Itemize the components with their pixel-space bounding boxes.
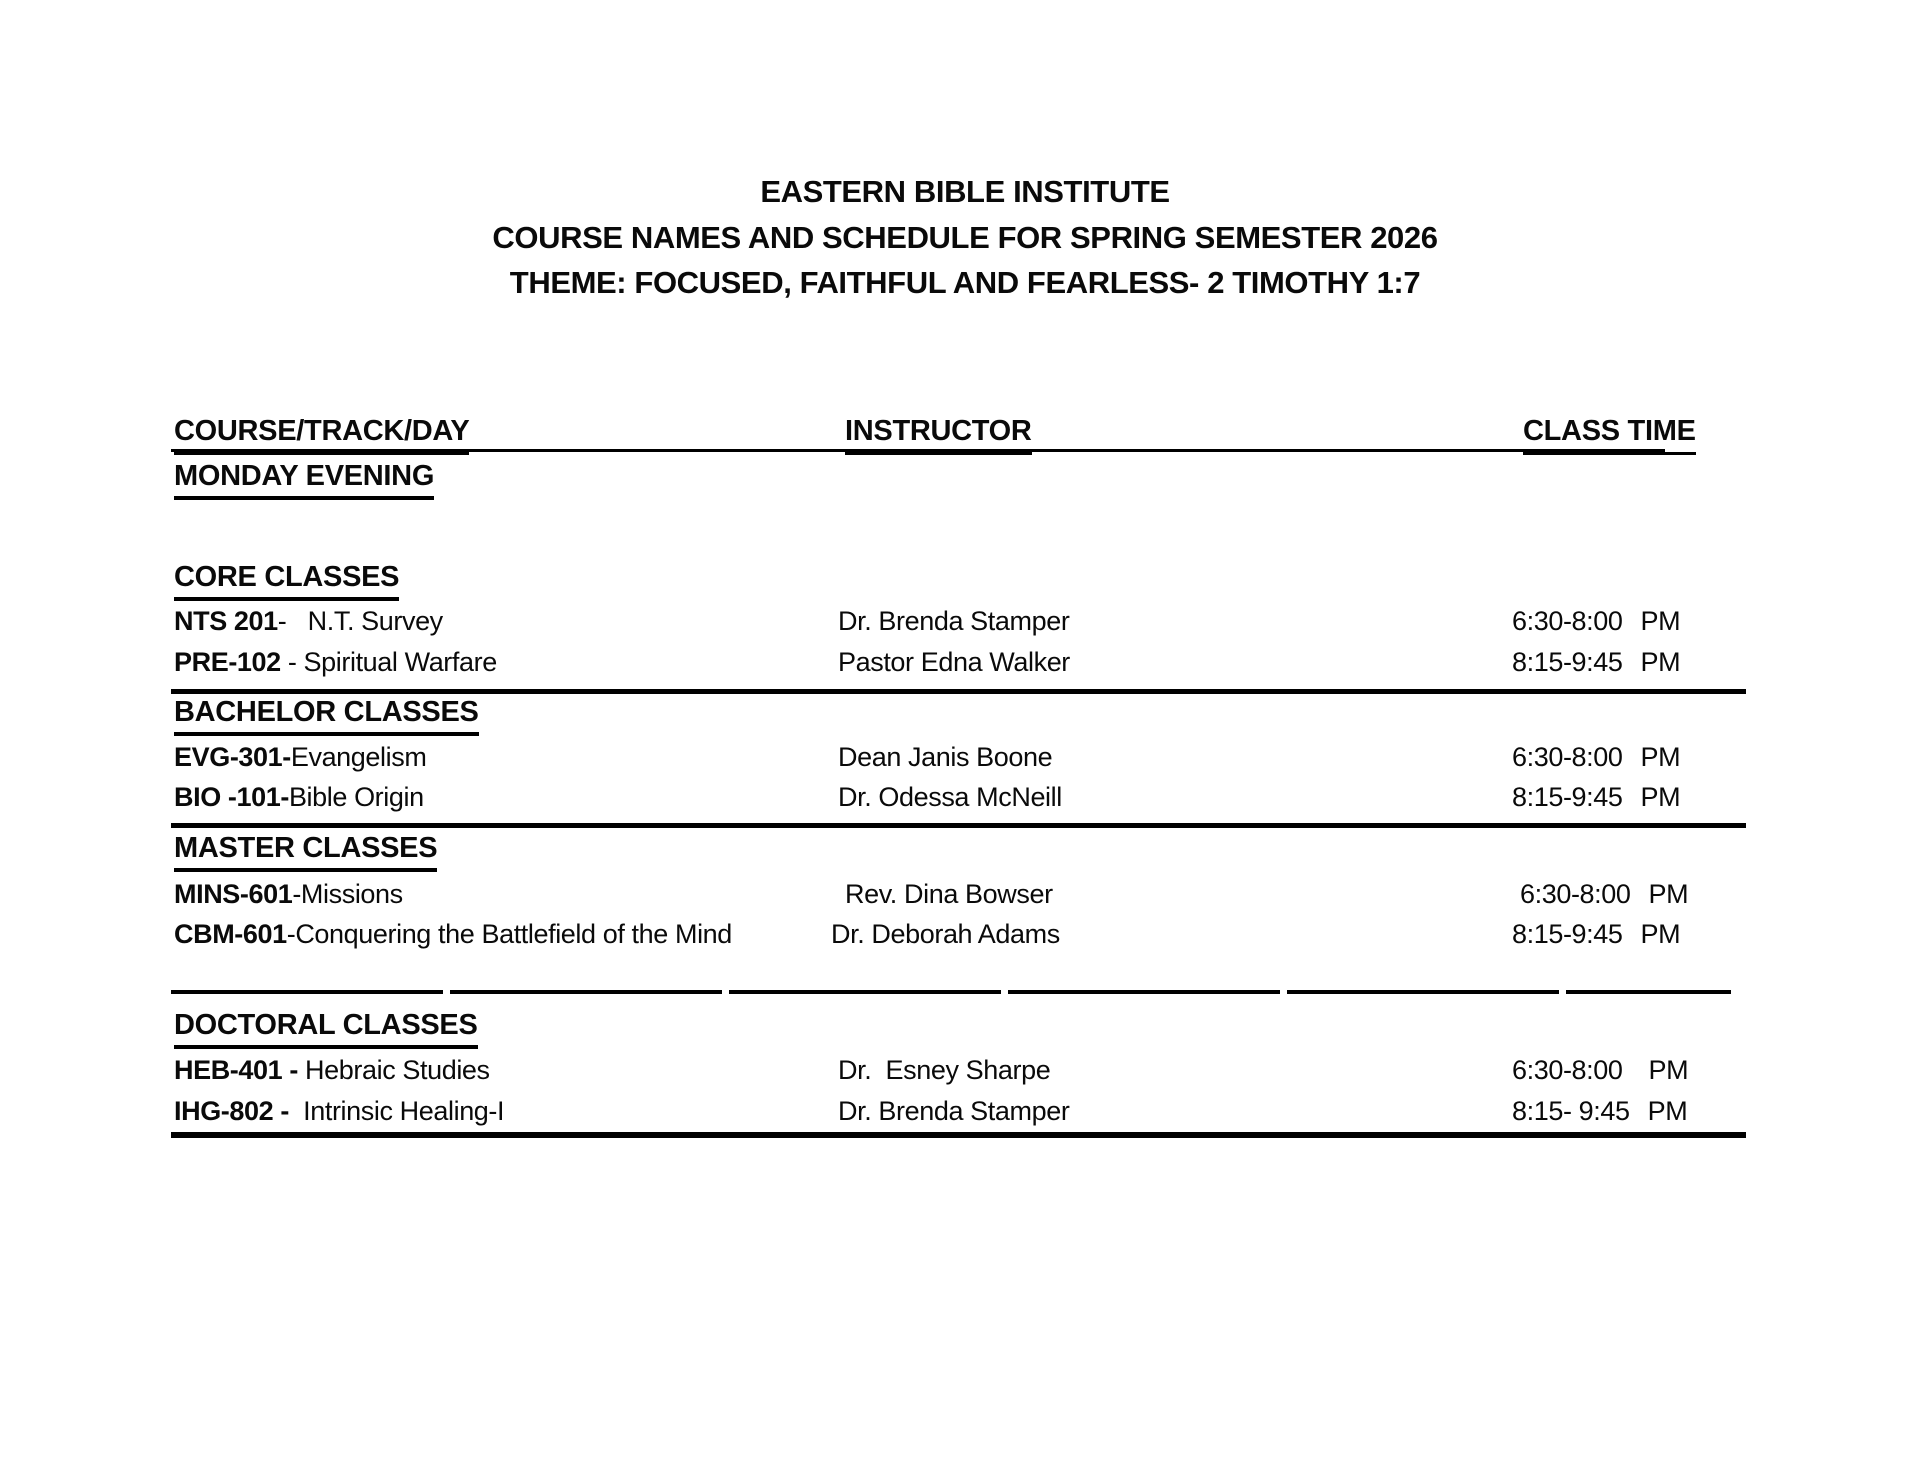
class-time-cell bbox=[1512, 642, 1680, 682]
course-name: Evangelism bbox=[290, 742, 427, 772]
class-time-cell bbox=[1512, 777, 1680, 817]
course-row bbox=[0, 642, 1920, 682]
course-row bbox=[0, 874, 1920, 914]
course-cell bbox=[174, 1050, 490, 1090]
meridiem: PM bbox=[1640, 919, 1681, 949]
class-time-cell bbox=[1512, 601, 1680, 641]
course-row bbox=[0, 601, 1920, 641]
meridiem: PM bbox=[1640, 742, 1681, 772]
instructor-name: Dr. Esney Sharpe bbox=[838, 1055, 1051, 1085]
course-code: CBM-601 bbox=[174, 919, 287, 949]
class-time: 6:30-8:00 bbox=[1512, 606, 1623, 636]
class-time: 6:30-8:00 bbox=[1512, 1055, 1623, 1085]
class-time: 8:15- 9:45 bbox=[1512, 1096, 1630, 1126]
course-row bbox=[0, 737, 1920, 777]
course-name: - N.T. Survey bbox=[277, 606, 443, 636]
column-header-time: CLASS TIME bbox=[1523, 415, 1696, 455]
course-code: NTS 201 bbox=[174, 606, 278, 636]
course-row bbox=[0, 1091, 1920, 1131]
course-code: EVG-301- bbox=[174, 742, 291, 772]
class-time: 6:30-8:00 bbox=[1520, 879, 1631, 909]
course-cell bbox=[174, 642, 497, 682]
course-row bbox=[0, 1050, 1920, 1090]
theme-line: THEME: FOCUSED, FAITHFUL AND FEARLESS- 2 TIMOTHY 1:7 bbox=[509, 265, 1421, 300]
instructor-name: Pastor Edna Walker bbox=[838, 647, 1070, 677]
course-code: HEB-401 - bbox=[174, 1055, 298, 1085]
course-code: BIO -101- bbox=[174, 782, 289, 812]
meridiem: PM bbox=[1640, 647, 1681, 677]
dashed-section-divider bbox=[171, 990, 1731, 994]
section-heading-bachelor: BACHELOR CLASSES bbox=[174, 696, 479, 736]
section-heading-core: CORE CLASSES bbox=[174, 561, 399, 601]
course-code: MINS-601 bbox=[174, 879, 293, 909]
class-time-cell bbox=[1512, 737, 1680, 777]
course-name: -Conquering the Battlefield of the Mind bbox=[286, 919, 732, 949]
class-time: 8:15-9:45 bbox=[1512, 647, 1623, 677]
instructor-name: Dr. Brenda Stamper bbox=[838, 1096, 1070, 1126]
course-row bbox=[0, 777, 1920, 817]
instructor-name: Dr. Brenda Stamper bbox=[838, 606, 1070, 636]
class-time-cell bbox=[1512, 1050, 1688, 1090]
course-cell bbox=[174, 601, 443, 641]
course-name: Intrinsic Healing-I bbox=[288, 1096, 505, 1126]
instructor-name: Dr. Odessa McNeill bbox=[838, 782, 1062, 812]
section-divider bbox=[171, 823, 1746, 828]
class-time-cell bbox=[1512, 914, 1680, 954]
course-row bbox=[0, 914, 1920, 954]
class-time: 8:15-9:45 bbox=[1512, 782, 1623, 812]
instructor-name: Dean Janis Boone bbox=[838, 742, 1053, 772]
course-cell bbox=[174, 737, 426, 777]
column-header-instructor: INSTRUCTOR bbox=[845, 415, 1032, 455]
section-divider bbox=[171, 689, 1746, 694]
meridiem: PM bbox=[1648, 879, 1689, 909]
course-name: Bible Origin bbox=[288, 782, 424, 812]
course-name: Hebraic Studies bbox=[297, 1055, 490, 1085]
meridiem: PM bbox=[1648, 1055, 1689, 1085]
course-code: PRE-102 bbox=[174, 647, 281, 677]
meridiem: PM bbox=[1640, 606, 1681, 636]
course-name: - Spiritual Warfare bbox=[280, 647, 497, 677]
institute-title: EASTERN BIBLE INSTITUTE bbox=[760, 174, 1170, 209]
meridiem: PM bbox=[1647, 1096, 1688, 1126]
course-cell bbox=[174, 777, 424, 817]
header-underline bbox=[171, 449, 1665, 452]
course-cell bbox=[174, 914, 732, 954]
course-name: -Missions bbox=[292, 879, 403, 909]
section-heading-master: MASTER CLASSES bbox=[174, 832, 437, 872]
class-time: 6:30-8:00 bbox=[1512, 742, 1623, 772]
day-heading: MONDAY EVENING bbox=[174, 460, 434, 500]
column-header-course: COURSE/TRACK/DAY bbox=[174, 415, 469, 455]
class-time-cell bbox=[1512, 1091, 1687, 1131]
course-code: IHG-802 - bbox=[174, 1096, 289, 1126]
meridiem: PM bbox=[1640, 782, 1681, 812]
class-time: 8:15-9:45 bbox=[1512, 919, 1623, 949]
schedule-subtitle: COURSE NAMES AND SCHEDULE FOR SPRING SEMESTER 2026 bbox=[492, 220, 1438, 255]
bottom-divider bbox=[171, 1132, 1746, 1138]
instructor-name: Rev. Dina Bowser bbox=[845, 879, 1053, 909]
course-cell bbox=[174, 874, 403, 914]
section-heading-doctoral: DOCTORAL CLASSES bbox=[174, 1009, 478, 1049]
class-time-cell bbox=[1520, 874, 1688, 914]
course-cell bbox=[174, 1091, 504, 1131]
instructor-name: Dr. Deborah Adams bbox=[831, 919, 1060, 949]
